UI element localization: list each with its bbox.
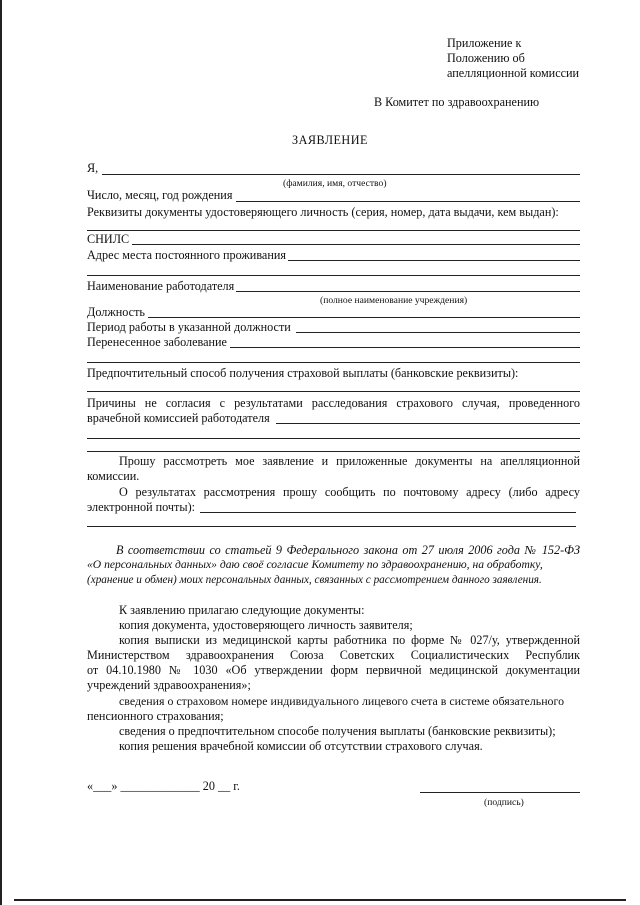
document-title: ЗАЯВЛЕНИЕ — [292, 133, 368, 147]
scan-left-edge — [0, 0, 2, 905]
consent-line-1: В соответствии со статьей 9 Федерального закона от 27 июля 2006 года № 152-ФЗ — [116, 543, 580, 557]
reasons-line-3 — [87, 451, 580, 452]
payment-line — [87, 391, 580, 392]
label-reasons-line-1: Причины не согласия с результатами расследования страхового случая, проведенного — [87, 396, 580, 410]
addressee: В Комитет по здравоохранению — [374, 95, 540, 109]
attachment-item-1: копия документа, удостоверяющего личность заявителя; — [119, 618, 413, 632]
label-address: Адрес места постоянного проживания — [87, 248, 286, 262]
attachment-item-2-line-3: от 04.10.1980 № 1030 «Об утверждении форм первичной медицинской документации — [87, 663, 580, 677]
fio-line — [102, 174, 580, 175]
annex-line-1: Приложение к — [447, 36, 522, 50]
birth-line — [236, 201, 580, 202]
label-i: Я, — [87, 161, 99, 175]
id-doc-line — [87, 230, 580, 231]
address-reply-line-2 — [87, 526, 576, 527]
signature-line — [420, 792, 580, 793]
label-birth: Число, месяц, год рождения — [87, 188, 233, 202]
disease-line-1 — [230, 347, 580, 348]
label-id-doc: Реквизиты документы удостоверяющего личность (серия, номер, дата выдачи, кем выдан): — [87, 205, 559, 219]
period-line — [296, 332, 580, 333]
annex-line-2: Положению об — [447, 51, 525, 65]
attachment-item-2-line-1: копия выписки из медицинской карты работника по форме № 027/у, утвержденной — [119, 633, 580, 647]
address-reply-line-1 — [200, 512, 576, 513]
reasons-line-1 — [276, 423, 580, 424]
label-payment-method: Предпочтительный способ получения страховой выплаты (банковские реквизиты): — [87, 366, 519, 380]
attachment-item-4: сведения о предпочтительном способе получения выплаты (банковские реквизиты); — [119, 724, 556, 738]
consent-line-3: (хранение и обмен) моих персональных данных, связанных с рассмотрением данного заявления. — [87, 574, 542, 586]
attachment-item-5: копия решения врачебной комиссии об отсутствии страхового случая. — [119, 739, 483, 753]
reasons-line-2 — [87, 438, 580, 439]
fio-caption: (фамилия, имя, отчество) — [283, 178, 387, 189]
label-reasons-line-2: врачебной комиссией работодателя — [87, 411, 270, 425]
attachment-item-3-line-2: пенсионного страхования; — [87, 709, 224, 723]
consent-line-2: «О персональных данных» даю своё согласие Комитету по здравоохранению, на обработку, — [87, 558, 543, 571]
position-line — [148, 317, 580, 318]
signature-caption: (подпись) — [484, 797, 524, 808]
label-employer: Наименование работодателя — [87, 279, 235, 293]
attachment-item-3-line-1: сведения о страховом номере индивидуального лицевого счета в системе обязательного — [119, 694, 565, 708]
label-position: Должность — [87, 305, 145, 319]
date-line: «___» _____________ 20 __ г. — [87, 779, 240, 793]
scan-bottom-edge — [14, 899, 626, 901]
employer-line — [236, 291, 580, 292]
address-line-2 — [87, 275, 580, 276]
attachment-item-2-line-4: учреждений здравоохранения»; — [87, 678, 251, 692]
request-line-4: электронной почты): — [87, 500, 196, 514]
snils-line — [132, 244, 580, 245]
label-period: Период работы в указанной должности — [87, 320, 291, 334]
attachment-item-2-line-2: Министерством здравоохранения Союза Советских Социалистических Республик — [87, 648, 580, 662]
label-disease: Перенесенное заболевание — [87, 335, 227, 349]
attachments-intro: К заявлению прилагаю следующие документы: — [119, 603, 365, 617]
request-line-3: О результатах рассмотрения прошу сообщить по почтовому адресу (либо адресу — [119, 485, 580, 499]
request-line-2: комиссии. — [87, 469, 140, 483]
address-line-1 — [288, 260, 580, 261]
disease-line-2 — [87, 362, 580, 363]
label-snils: СНИЛС — [87, 232, 130, 246]
request-line-1: Прошу рассмотреть мое заявление и приложенные документы на апелляционной — [119, 454, 580, 468]
employer-caption: (полное наименование учреждения) — [320, 295, 468, 306]
annex-line-3: апелляционной комиссии — [447, 66, 580, 80]
